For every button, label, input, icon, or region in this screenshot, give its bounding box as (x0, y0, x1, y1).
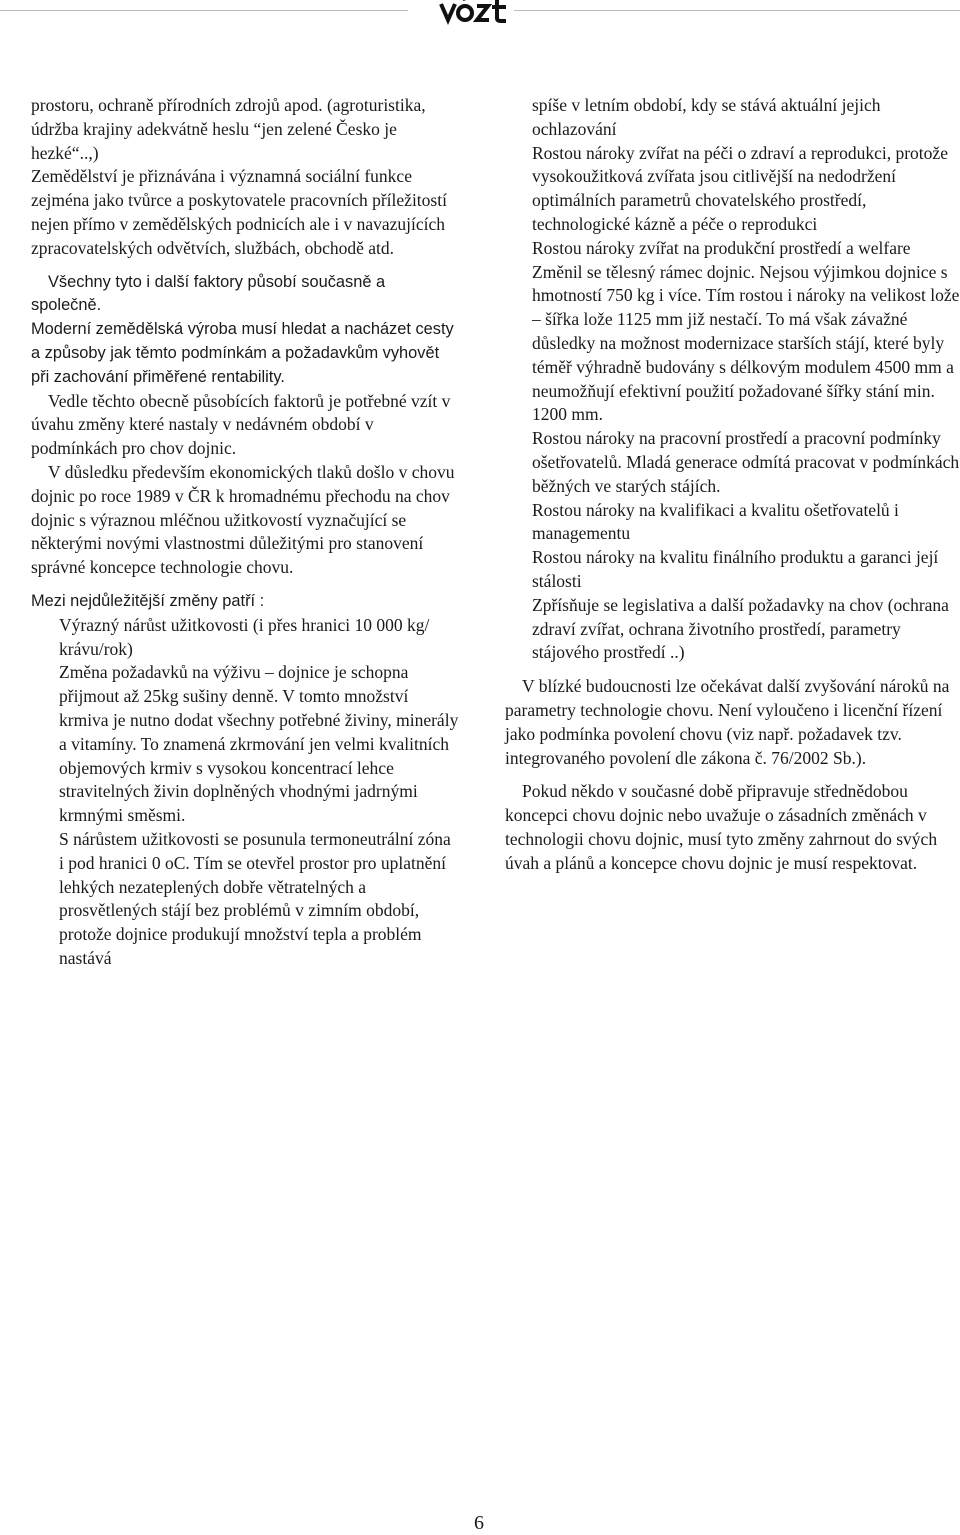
list-item-continued: spíše v letním období, kdy se stává aktuální jejich ochlazování (532, 95, 881, 139)
list-item: Rostou nároky na kvalifikaci a kvalitu ošetřovatelů i managementu (532, 499, 899, 544)
paragraph: Moderní zemědělská výroba musí hledat a nacházet cesty a způsoby jak těmto podmínkám a požadavkům vyhovět při zachování přiměřené rentability. (31, 320, 454, 386)
paragraph: Všechny tyto i další faktory působí současně a společně. (31, 272, 386, 315)
paragraph: prostoru, ochraně přírodních zdrojů apod. (agroturistika, údržba krajiny adekvátně heslu “jen zelené Česko je hezké“..,) (31, 95, 426, 163)
list-item: Rostou nároky na pracovní prostředí a pracovní podmínky ošetřovatelů. Mladá generace odmítá pracovat v podmínkách běžných ve starých stájích. (532, 428, 960, 496)
list-item: Změnil se tělesný rámec dojnic. Nejsou výjimkou dojnice s hmotností 750 kg i více. Tím rostou i nároky na velikost lože – šířka lože 1125 mm již nestačí. To má však závažné důsledky na možnost modernizace starších stájí, které byly téměř výhradně budovány s délkovým modulem 4500 mm a neumožňují efektivní použití požadované šířky stání min. 1200 mm. (532, 261, 960, 425)
list-item: Změna požadavků na výživu – dojnice je schopna přijmout až 25kg sušiny denně. V tomto množství krmiva je nutno dodat všechny potřebné živiny, minerály a vitamíny. To znamená zkrmování jen velmi kvalitních objemových krmiv s vysokou koncentrací lehce stravitelných živin doplněných vhodnými jadrnými krmnými směsmi. (59, 662, 459, 826)
list-item: Rostou nároky zvířat na produkční prostředí a welfare (532, 237, 911, 258)
list-item: Rostou nároky na kvalitu finálního produktu a garanci její stálosti (532, 547, 939, 591)
list-heading: Mezi nejdůležitější změny patří : (31, 591, 265, 610)
left-column (31, 94, 459, 971)
list-item: Výrazný nárůst užitkovosti (i přes hranici 10 000 kg/ krávu/rok) (59, 614, 430, 659)
list-item: Zpřísňuje se legislativa a další požadavky na chov (ochrana zdraví zvířat, ochrana životního prostředí, parametry stájového prostředí ..) (532, 594, 949, 663)
paragraph: V důsledku především ekonomických tlaků došlo v chovu dojnic po roce 1989 v ČR k hromadnému přechodu na chov dojnic s výraznou mléčnou užitkovostí vyznačující se některými novými vlastnostmi důležitými pro stanovení správné koncepce technologie chovu. (31, 461, 455, 578)
header-rule-left (0, 10, 408, 11)
header-rule-right (514, 10, 960, 11)
paragraph: V blízké budoucnosti lze očekávat další zvyšování nároků na parametry technologie chovu. Není vyloučeno i licenční řízení jako podmínka povolení chovu (viz např. požadavek tzv. integrovaného povolení dle zákona č. 76/2002 Sb.). (505, 676, 950, 768)
list-item: Rostou nároky zvířat na péči o zdraví a reprodukci, protože vysokoužitková zvířata jsou citlivější na nedodržení optimálních parametrů chovatelského prostředí, technologické kázně a péče o reprodukci (532, 142, 948, 234)
paragraph: Zemědělství je přiznávána i významná sociální funkce zejména jako tvůrce a poskytovatele pracovních příležitostí nejen přímo v zemědělských podnicích ale i v navazujících zpracovatelských odvětvích, službách, obchodě atd. (31, 166, 447, 258)
vuzt-logo (438, 0, 512, 26)
right-column (505, 94, 960, 876)
paragraph: Pokud někdo v současné době připravuje střednědobou koncepci chovu dojnic nebo uvažuje o zásadních změnách v technologii chovu dojnic, musí tyto změny zahrnout do svých úvah a plánů a koncepce chovu dojnic je musí respektovat. (505, 781, 938, 873)
paragraph: Vedle těchto obecně působících faktorů je potřebné vzít v úvahu změny které nastaly v nedávném období v podmínkách pro chov dojnic. (31, 390, 451, 459)
list-item: S nárůstem užitkovosti se posunula termoneutrální zóna i pod hranici 0 oC. Tím se otevřel prostor pro uplatnění lehkých nezateplených dobře větratelných a prosvětlených stájí bez problémů v zimním období, protože dojnice produkují množství tepla a problém nastává (59, 828, 451, 968)
page-number: 6 (474, 1512, 484, 1534)
